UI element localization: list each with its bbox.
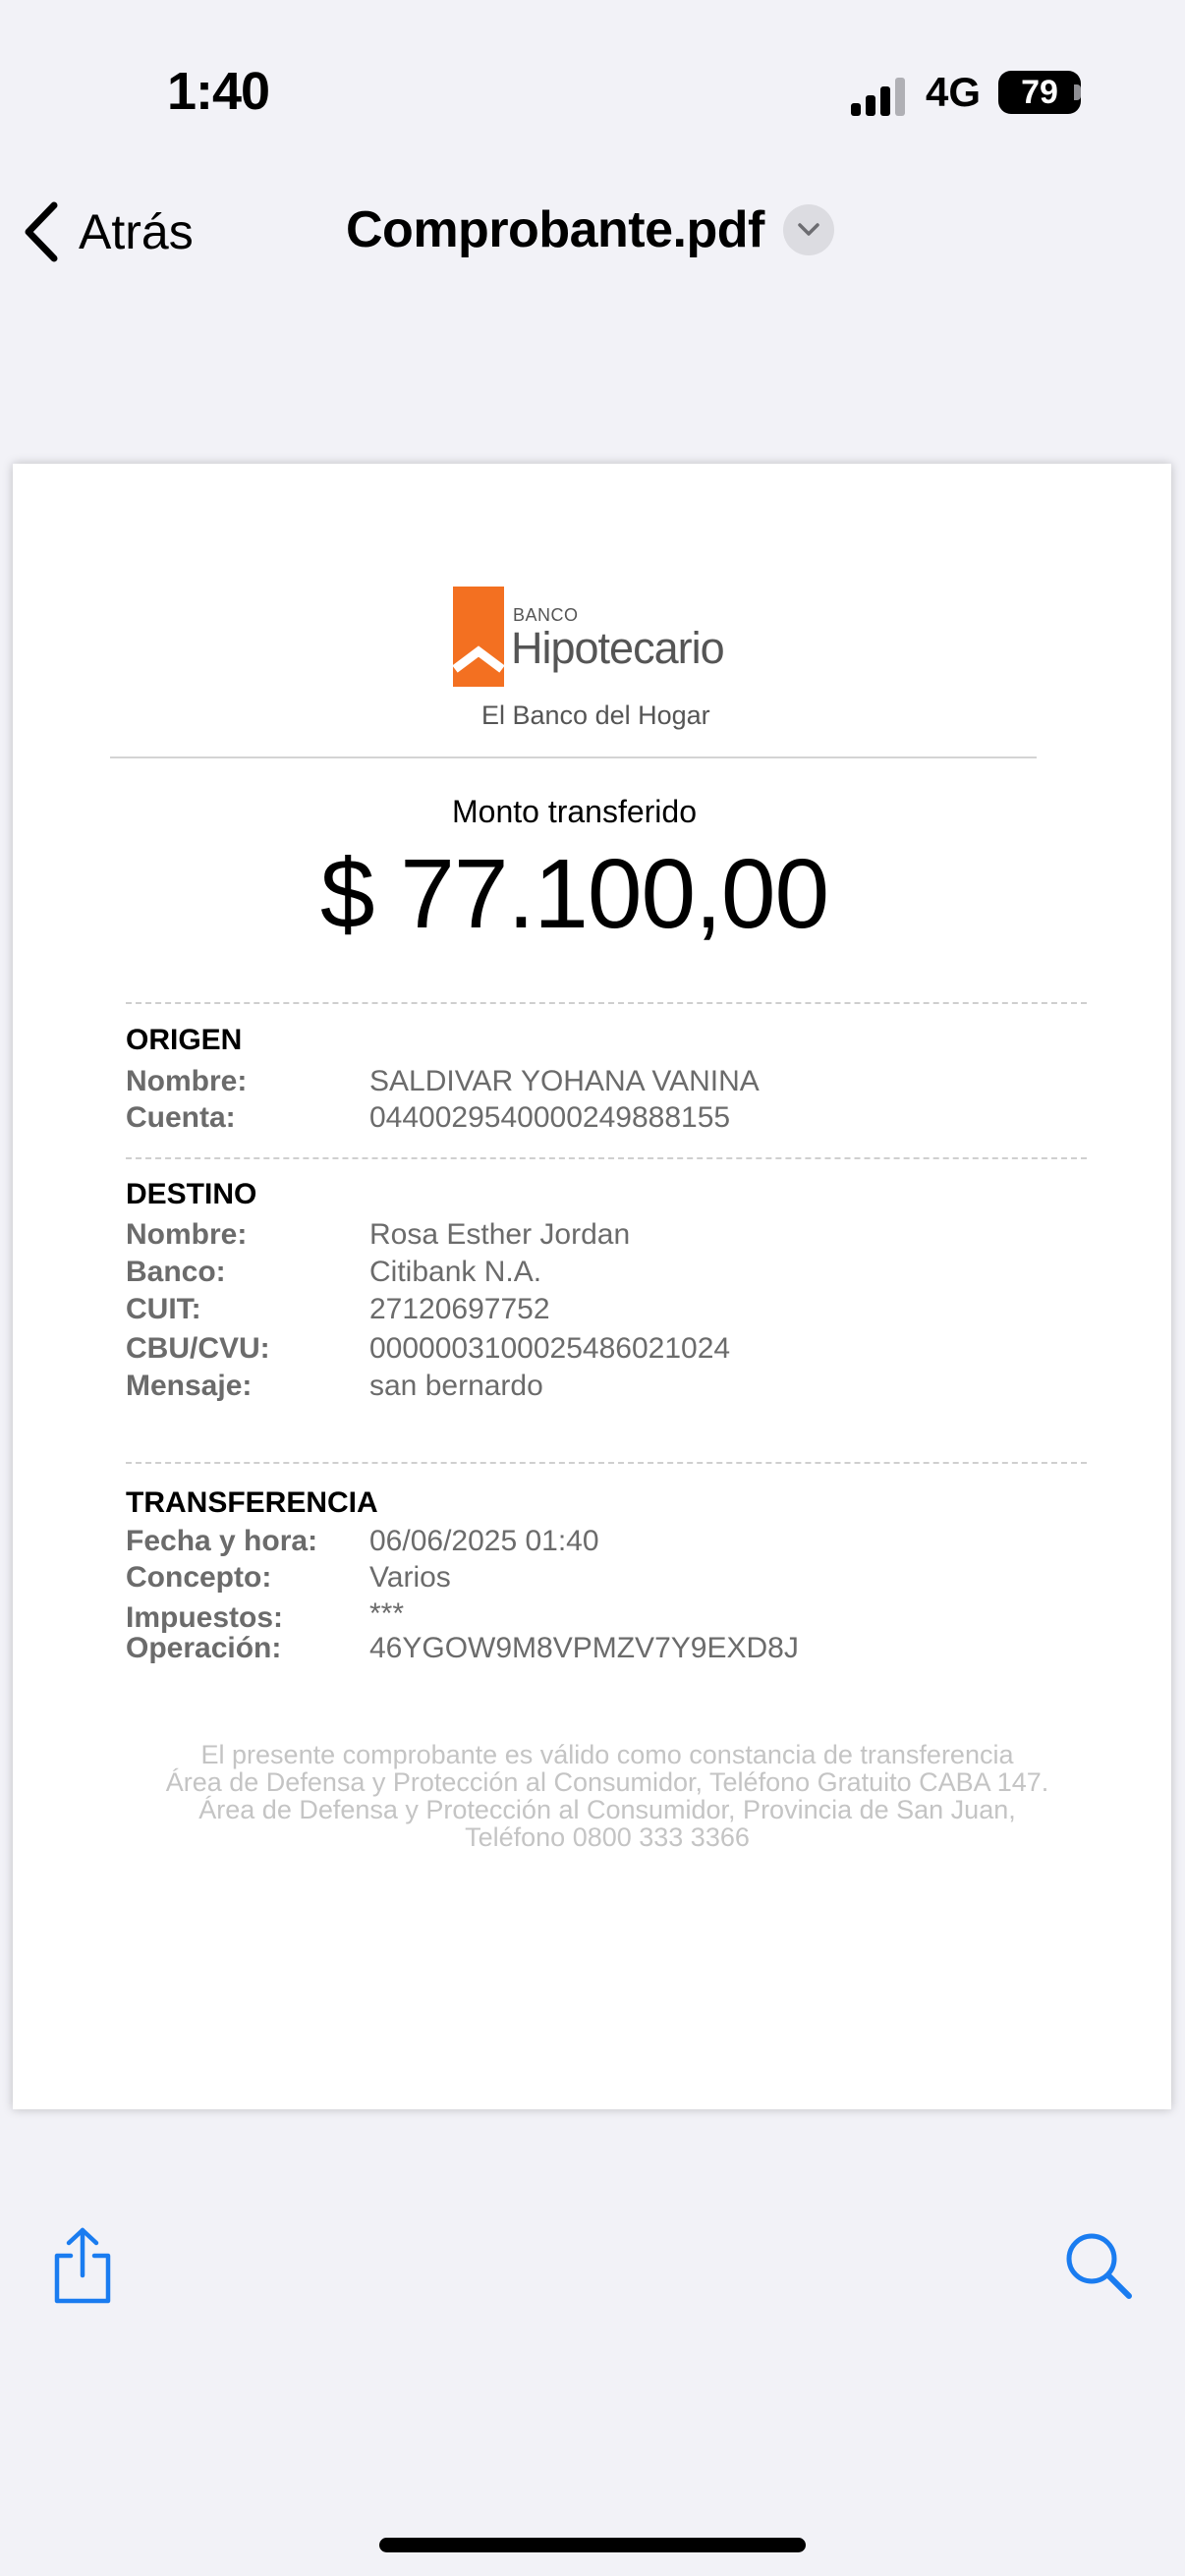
status-time: 1:40 (167, 62, 270, 121)
header-divider (110, 756, 1037, 758)
destino-mensaje-label: Mensaje: (126, 1370, 253, 1402)
destino-cbu-label: CBU/CVU: (126, 1332, 270, 1365)
amount-label: Monto transferido (451, 794, 697, 829)
origen-cuenta-label: Cuenta: (126, 1101, 236, 1134)
destino-mensaje-value: san bernardo (369, 1370, 543, 1402)
logo-tagline: El Banco del Hogar (481, 700, 710, 730)
transferencia-impuestos-value: *** (369, 1597, 405, 1630)
back-label: Atrás (79, 204, 194, 259)
bank-logo-mark (453, 587, 504, 687)
destino-title: DESTINO (126, 1178, 257, 1210)
share-icon[interactable] (49, 2226, 116, 2305)
network-type: 4G (926, 69, 982, 115)
footer-line: Área de Defensa y Protección al Consumidor, Provincia de San Juan, (198, 1795, 1016, 1824)
origen-cuenta-value: 0440029540000249888155 (369, 1101, 731, 1134)
chevron-down-icon (797, 222, 820, 238)
back-button[interactable] (22, 193, 194, 271)
transferencia-operacion-value: 46YGOW9M8VPMZV7Y9EXD8J (369, 1632, 799, 1664)
section-divider (126, 1002, 1087, 1004)
transferencia-impuestos-label: Impuestos: (126, 1601, 284, 1634)
destino-nombre-value: Rosa Esther Jordan (369, 1218, 631, 1251)
footer-line: El presente comprobante es válido como constancia de transferencia (200, 1740, 1014, 1769)
search-icon[interactable] (1063, 2230, 1134, 2301)
destino-banco-label: Banco: (126, 1256, 226, 1288)
transferencia-fecha-value: 06/06/2025 01:40 (369, 1525, 599, 1557)
chevron-left-icon (22, 201, 61, 262)
transferencia-operacion-label: Operación: (126, 1632, 282, 1664)
footer-disclaimer (111, 1741, 1103, 1851)
section-divider (126, 1462, 1087, 1464)
battery-tip (1074, 84, 1081, 100)
origen-nombre-value: SALDIVAR YOHANA VANINA (369, 1065, 760, 1097)
footer-line: Área de Defensa y Protección al Consumidor, Teléfono Gratuito CABA 147. (165, 1767, 1049, 1797)
section-divider (126, 1157, 1087, 1159)
transferencia-title: TRANSFERENCIA (126, 1486, 378, 1519)
transferencia-concepto-value: Varios (369, 1561, 451, 1594)
amount-value: $ 77.100,00 (319, 839, 829, 949)
origen-title: ORIGEN (126, 1024, 243, 1056)
battery-icon (998, 71, 1081, 114)
destino-nombre-label: Nombre: (126, 1218, 248, 1251)
battery-level: 79 (1021, 73, 1058, 111)
transferencia-concepto-label: Concepto: (126, 1561, 272, 1594)
logo-banco-text: BANCO (513, 605, 579, 625)
document-title[interactable]: Comprobante.pdf (346, 201, 764, 258)
logo-name: Hipotecario (511, 623, 724, 673)
footer-line: Teléfono 0800 333 3366 (465, 1822, 750, 1852)
cellular-signal-icon (849, 77, 908, 116)
transferencia-fecha-label: Fecha y hora: (126, 1525, 318, 1557)
destino-cuit-value: 27120697752 (369, 1293, 550, 1325)
home-indicator[interactable] (379, 2538, 806, 2552)
origen-nombre-label: Nombre: (126, 1065, 248, 1097)
title-menu-button[interactable] (783, 204, 834, 255)
destino-cbu-value: 0000003100025486021024 (369, 1332, 731, 1365)
destino-cuit-label: CUIT: (126, 1293, 201, 1325)
destino-banco-value: Citibank N.A. (369, 1256, 542, 1288)
